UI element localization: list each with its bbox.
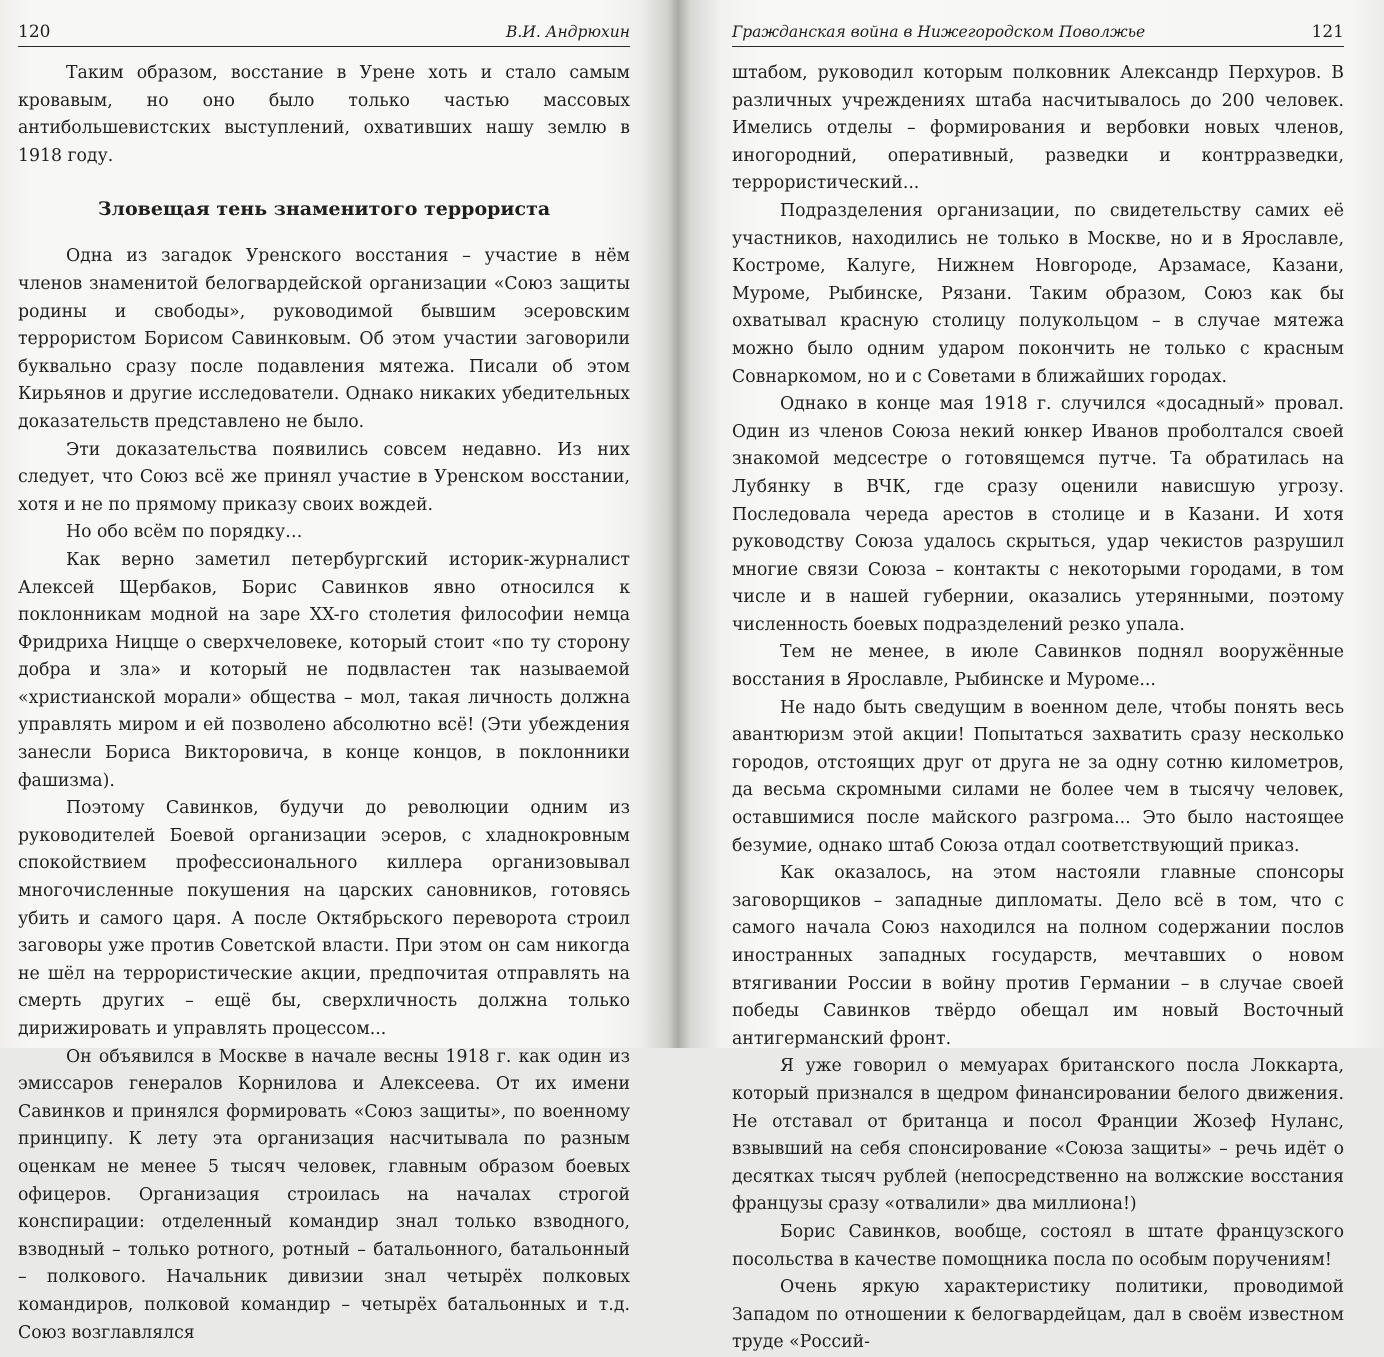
section-heading: Зловещая тень знаменитого террориста [97, 198, 551, 221]
left-running-head [18, 18, 630, 47]
paragraph: Но обо всём по порядку… [66, 522, 303, 543]
right-page [732, 0, 1344, 1353]
paragraph: Однако в конце мая 1918 г. случился «досадный» провал. Один из членов Союза некий юнкер Иванов проболтался своей знакомой медсестре о готовящемся путче. Та обратилась на Лубянку в ВЧК, где сразу оценили нависшую угрозу. Последовала череда арестов в столице и в Казани. И хотя руководству Союза удалось скрыться, удар чекистов разрушил многие связи Союза – контакты с некоторыми городами, в том числе и в нашей губернии, оказались утерянными, поэтому численность боевых подразделений резко упала. [732, 394, 1344, 635]
paragraph-continuation: штабом, руководил которым полковник Александр Перхуров. В различных учреждениях штаба насчитывалось до 200 человек. Имелись отделы – формирования и вербовки новых членов, иногородний, оперативный, разведки и контрразведки, террористический... [732, 63, 1344, 194]
paragraph: Тем не менее, в июле Савинков поднял вооружённые восстания в Ярославле, Рыбинске и Муроме... [732, 642, 1344, 691]
paragraph: Одна из загадок Уренского восстания – участие в нём членов знаменитой белогвардейской организации «Союз защиты родины и свободы», руководимой бывшим эсеровским террористом Борисом Савинковым. Об этом участии заговорили буквально сразу после подавления мятежа. Писали об этом Кирьянов и другие исследователи. Однако никаких убедительных доказательств представлено не было. [18, 246, 630, 432]
page-number-right: 121 [1311, 22, 1344, 42]
right-page-body [732, 60, 1344, 1357]
author-running-head: В.И. Андрюхин [506, 23, 630, 41]
paragraph: Подразделения организации, по свидетельству самих её участников, находились не только в Москве, но и в Ярославле, Костроме, Калуге, Нижнем Новгороде, Арзамасе, Казани, Муроме, Рыбинске, Рязани. Таким образом, Союз как бы охватывал красную столицу полукольцом – в случае мятежа можно было одним ударом покончить не только с красным Совнаркомом, но и с Советами в ближайших городах. [732, 200, 1344, 387]
paragraph: Не надо быть сведущим в военном деле, чтобы понять весь авантюризм этой акции! Попытаться захватить сразу несколько городов, отстоящих друг от друга не за одну сотню километров, да весьма скромными силами не более чем в тысячу человек, оставшимися после майского разгрома... Это было настоящее безумие, однако штаб Союза отдал соответствующий приказ. [732, 697, 1344, 856]
paragraph: Как верно заметил петербургский историк-журналист Алексей Щербаков, Борис Савинков явно относился к поклонникам модной на заре XX-го столетия философии немца Фридриха Ницще о сверхчеловеке, который стоит «по ту сторону добра и зла» и который не подвластен так называемой «христианской морали» общества – мол, такая личность должна управлять миром и ей позволено абсолютно всё! (Эти убеждения занесли Бориса Викторовича, в конце концов, в поклонники фашизма). [18, 549, 630, 791]
page-number-left: 120 [18, 22, 51, 42]
paragraph: Он объявился в Москве в начале весны 1918 г. как один из эмиссаров генералов Корнилова и Алексеева. От их имени Савинков и принялся формировать «Союз защиты», по военному принципу. К лету эта организация насчитывала по разным оценкам не менее 5 тысяч человек, главным образом боевых офицеров. Организация строилась на началах строгой конспирации: отделенный командир знал только взводного, взводный – только ротного, ротный – батальонного, батальонный – полкового. Начальник дивизии знал четырёх полковых командиров, полковой командир – четырёх батальонных и т.д. Союз возглавлялся [18, 1046, 630, 1343]
paragraph: Таким образом, восстание в Урене хоть и стало самым кровавым, но оно было только частью массовых антибольшевистских выступлений, охвативших нашу землю в 1918 году. [18, 63, 630, 166]
book-title-running-head: Гражданская война в Нижегородском Поволжье [732, 23, 1146, 41]
paragraph: Я уже говорил о мемуарах британского посла Локкарта, который признался в щедром финансировании белого движения. Не отставал от британца и посол Франции Жозеф Нуланс, взвывший на себя спонсирование «Союза защиты» – речь идёт о десятках тысяч рублей (непосредственно на волжские восстания французы сразу «отвалили» два миллиона!) [732, 1056, 1344, 1215]
right-running-head [732, 18, 1344, 47]
paragraph: Борис Савинков, вообще, состоял в штате французского посольства в качестве помощника посла по особым поручениям! [732, 1221, 1344, 1270]
paragraph: Очень яркую характеристику политики, проводимой Западом по отношении к белогвардейцам, дал в своём известном труде «Россий- [732, 1277, 1344, 1353]
left-page-body [18, 60, 630, 1347]
left-page [18, 0, 630, 1343]
paragraph: Поэтому Савинков, будучи до революции одним из руководителей Боевой организации эсеров, с хладнокровным спокойствием профессионального киллера организовывал многочисленные покушения на царских сановников, готовясь убить и самого царя. А после Октябрьского переворота строил заговоры уже против Советской власти. При этом он сам никогда не шёл на террористические акции, предпочитая отправлять на смерть других – ещё бы, сверхличность должна только дирижировать и управлять процессом... [18, 798, 630, 1039]
paragraph: Как оказалось, на этом настояли главные спонсоры заговорщиков – западные дипломаты. Дело всё в том, что с самого начала Союз находился на полном содержании послов иностранных западных государств, мечтавших о новом втягивании России в войну против Германии – в случае своей победы Савинков твёрдо обещал им новый Восточный антигерманский фронт. [732, 863, 1344, 1049]
paragraph: Эти доказательства появились совсем недавно. Из них следует, что Союз всё же принял участие в Уренском восстании, хотя и не по прямому приказу своих вождей. [18, 439, 630, 515]
